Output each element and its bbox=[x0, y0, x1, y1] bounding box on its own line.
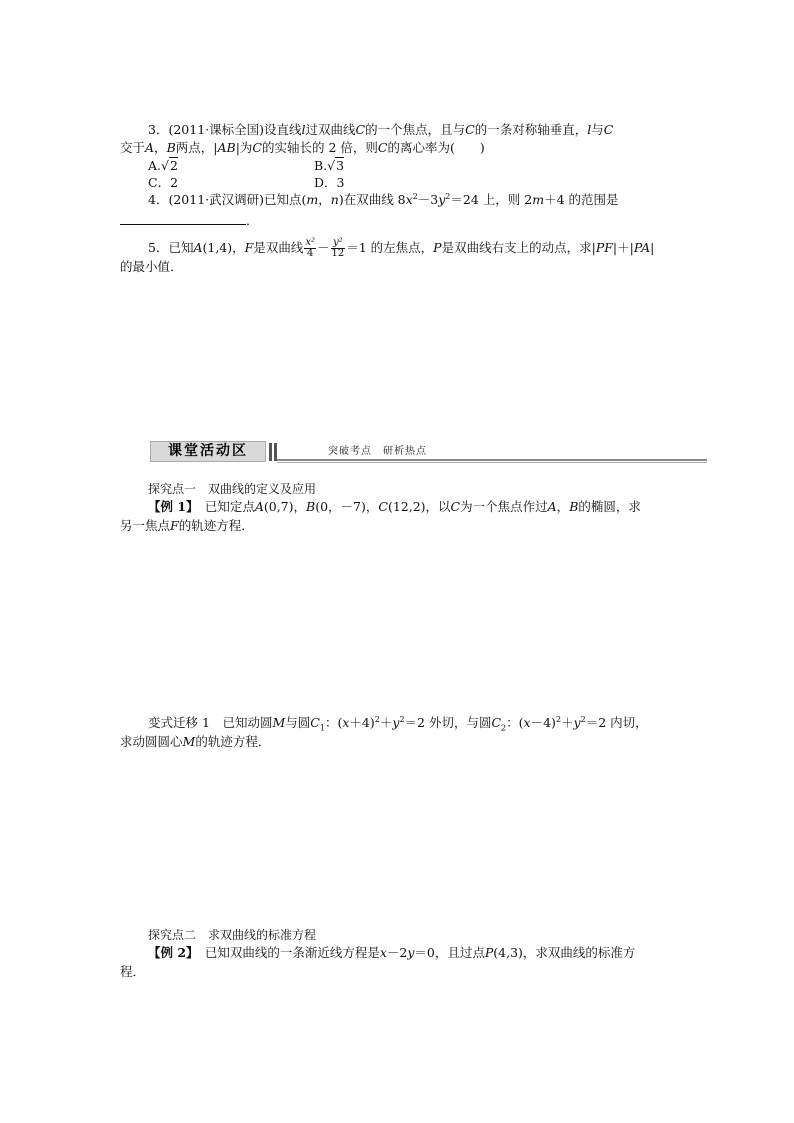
banner-title: 课堂活动区 bbox=[150, 441, 266, 462]
q5-line1: 5．已知A(1,4)，F是双曲线 $\frac{\text{x²}}{4}$ － $\frac{\text{y²}}{12}$ ＝1 的左焦点，P是双曲线右支上的动点，求|PF|＋|PA| bbox=[148, 237, 655, 259]
q3-option-a: A.√2 bbox=[148, 158, 178, 173]
q4-answer-blank: ． bbox=[120, 212, 259, 229]
variant1-line2: 求动圆圆心M的轨迹方程． bbox=[120, 734, 271, 749]
banner-subtitle: 突破考点 研析热点 bbox=[328, 446, 427, 457]
q4-line1: 4．(2011·武汉调研)已知点(m，n)在双曲线 $8x^2-3y^2=24$ 上，则 2m＋4 的范围是 bbox=[148, 191, 619, 207]
example2-line1: 【例 2】 已知双曲线的一条渐近线方程是x－2y＝0，且过点P(4,3)，求双曲线的标准方 bbox=[148, 945, 636, 960]
fraction-x2-over-4: $\frac{\text{x²}}{4}$ bbox=[305, 237, 315, 259]
banner-divider bbox=[269, 443, 272, 461]
q3-line2: 交于A，B两点，|AB|为C的实轴长的 2 倍，则C的离心率为( ) bbox=[120, 140, 485, 155]
example1-line2: 另一焦点F的轨迹方程． bbox=[120, 518, 254, 533]
q3-option-c: C．2 bbox=[148, 175, 179, 190]
q3-option-b: B.√3 bbox=[314, 158, 345, 173]
banner-rule bbox=[277, 462, 707, 463]
section2-title: 探究点二 求双曲线的标准方程 bbox=[148, 928, 317, 942]
fraction-y2-over-12: $\frac{\text{y²}}{12}$ bbox=[331, 237, 345, 259]
q3-line1: 3．(2011·课标全国)设直线l过双曲线C的一个焦点，且与C的一条对称轴垂直，l与C bbox=[148, 122, 614, 137]
variant1-line1: 变式迁移 1 已知动圆M与圆$C_1$：$(x+4)^2+y^2=2$ 外切，与圆$C_2$：$(x-4)^2+y^2=2$ 内切， bbox=[148, 714, 648, 733]
section-banner bbox=[150, 440, 707, 464]
banner-rule bbox=[277, 459, 707, 461]
section1-title: 探究点一 双曲线的定义及应用 bbox=[148, 482, 317, 496]
q5-line2: 的最小值． bbox=[120, 259, 183, 274]
example2-line2: 程． bbox=[120, 964, 146, 979]
example1-line1: 【例 1】 已知定点A(0,7)，B(0，－7)，C(12,2)，以C为一个焦点作过A，B的椭圆，求 bbox=[148, 499, 641, 514]
q3-option-d: D．3 bbox=[314, 175, 345, 190]
